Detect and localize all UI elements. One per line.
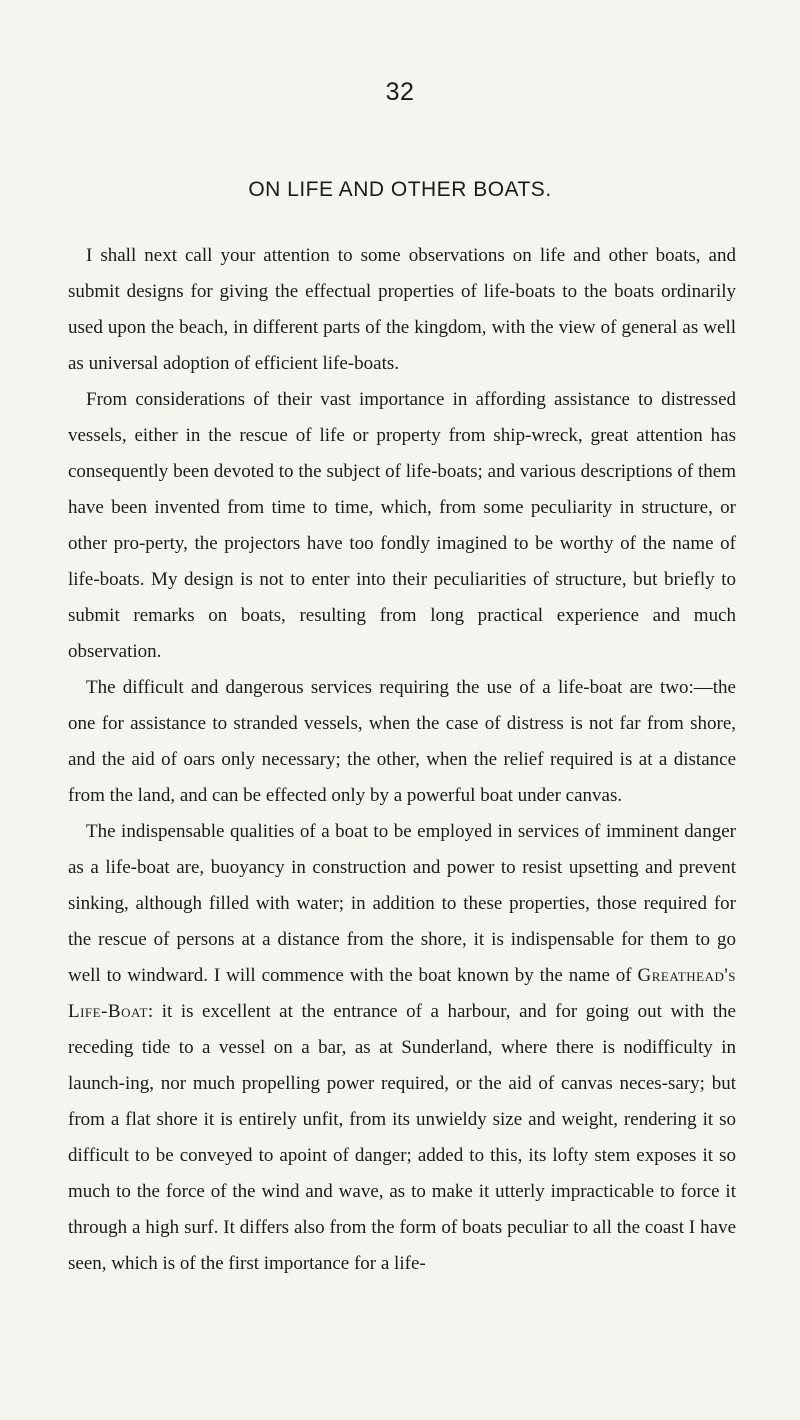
paragraph-2: From considerations of their vast importance in affording assistance to distressed vessels, either in the rescue of life or property from ship-wreck, great attention has consequently been devoted to the subject of life-boats; and various descriptions of them have been invented from time to time, which, from some peculiarity in structure, or other pro-perty, the projectors have too fondly imagined to be worthy of the name of life-boats. My design is not to enter into their peculiarities of structure, but briefly to submit remarks on boats, resulting from long practical experience and much observation. [68,389,736,662]
body-text [68,238,736,1282]
paragraph-1: I shall next call your attention to some observations on life and other boats, and submit designs for giving the effectual properties of life-boats to the boats ordinarily used upon the beach, in different parts of the kingdom, with the view of general as well as universal adoption of efficient life-boats. [68,245,736,374]
section-heading: ON LIFE AND OTHER BOATS. [248,178,552,201]
paragraph-4 [68,814,736,1282]
page-number: 32 [385,78,415,106]
paragraph-3: The difficult and dangerous services requiring the use of a life-boat are two:—the one for assistance to stranded vessels, when the case of distress is not far from shore, and the aid of oars only necessary; the other, when the relief required is at a distance from the land, and can be effected only by a powerful boat under canvas. [68,677,736,806]
paragraph-4-text-before: The indispensable qualities of a boat to be employed in services of imminent danger as a life-boat are, buoyancy in construction and power to resist upsetting and prevent sinking, although filled with water; in addition to these properties, those required for the rescue of persons at a distance from the shore, it is indispensable for them to go well to windward. I will commence with the boat known by the name of [68,821,736,986]
paragraph-4-text-after: : it is excellent at the entrance of a harbour, and for going out with the receding tide to a vessel on a bar, as at Sunderland, where there is nodifficulty in launch-ing, nor much propelling power required, or the aid of canvas neces-sary; but from a flat shore it is entirely unfit, from its unwieldy size and weight, rendering it so difficult to be conveyed to apoint of danger; added to this, its lofty stem exposes it so much to the force of the wind and wave, as to make it utterly impracticable to force it through a high surf. It differs also from the form of boats peculiar to all the coast I have seen, which is of the first importance for a life- [68,1001,736,1274]
greathead-life-boat-name: Greathead's Life-Boat [68,965,736,1022]
